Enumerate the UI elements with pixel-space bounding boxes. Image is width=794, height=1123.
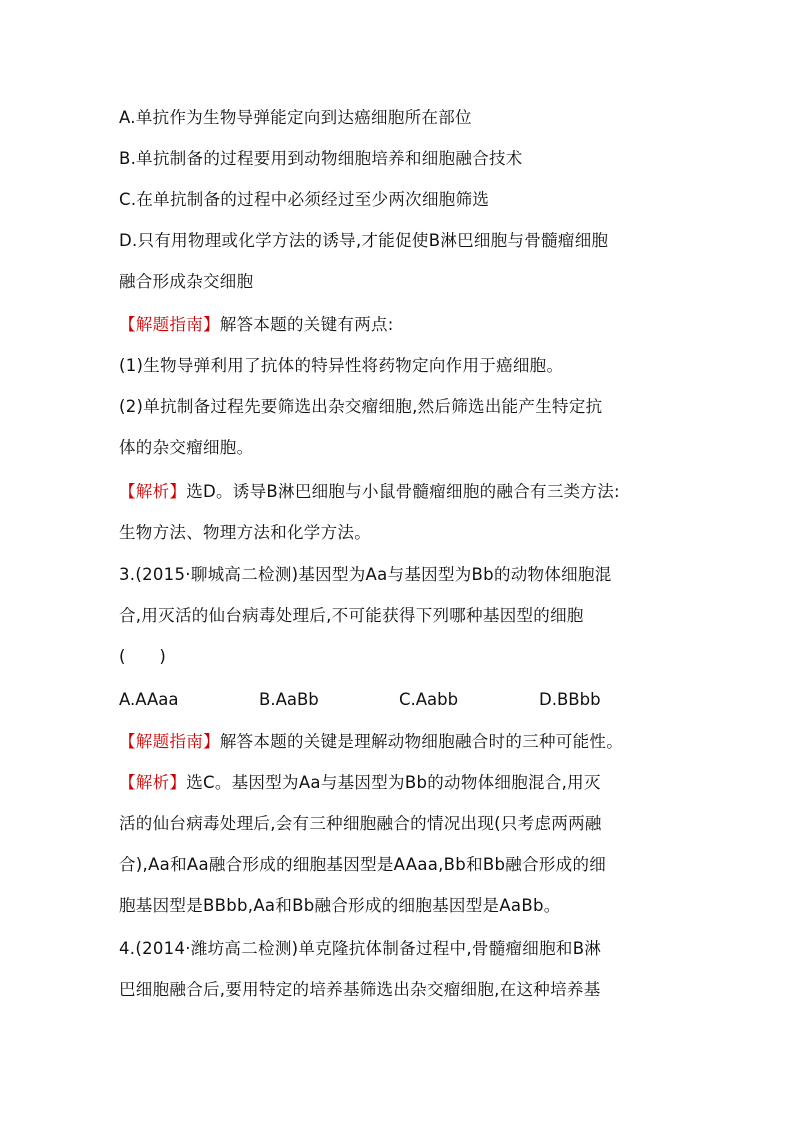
option-a: A.AAaa [119, 690, 179, 709]
analysis-text: 选D。诱导B淋巴细胞与小鼠骨髓瘤细胞的融合有三类方法: [186, 482, 620, 501]
analysis-tag: 【解析】 [119, 482, 187, 501]
analysis-continued: 生物方法、物理方法和化学方法。 [119, 523, 371, 542]
analysis-continued: 合),Aa和Aa融合形成的细胞基因型是AAaa,Bb和Bb融合形成的细 [119, 855, 607, 874]
option-d: D.BBbb [539, 690, 601, 709]
option-d: D.只有用物理或化学方法的诱导,才能促使B淋巴细胞与骨髓瘤细胞 [119, 231, 609, 250]
guide-paragraph [119, 730, 623, 754]
analysis-continued: 胞基因型是BBbb,Aa和Bb融合形成的细胞基因型是AaBb。 [119, 896, 561, 915]
analysis-tag: 【解析】 [119, 773, 187, 792]
option-b: B.AaBb [259, 690, 319, 709]
guide-point-2-continued: 体的杂交瘤细胞。 [119, 438, 254, 457]
analysis-paragraph [119, 771, 601, 795]
option-a: A.单抗作为生物导弹能定向到达癌细胞所在部位 [119, 108, 472, 127]
guide-intro: 解答本题的关键有两点: [219, 315, 394, 334]
guide-text: 解答本题的关键是理解动物细胞融合时的三种可能性。 [219, 732, 624, 751]
guide-point-2: (2)单抗制备过程先要筛选出杂交瘤细胞,然后筛选出能产生特定抗 [119, 397, 603, 416]
analysis-continued: 活的仙台病毒处理后,会有三种细胞融合的情况出现(只考虑两两融 [119, 814, 602, 833]
option-c: C.在单抗制备的过程中必须经过至少两次细胞筛选 [119, 190, 490, 209]
option-d-continued: 融合形成杂交细胞 [119, 272, 254, 291]
question-3-stem-continued: 合,用灭活的仙台病毒处理后,不可能获得下列哪种基因型的细胞 [119, 606, 584, 625]
guide-point-1: (1)生物导弹利用了抗体的特异性将药物定向作用于癌细胞。 [119, 356, 564, 375]
analysis-paragraph [119, 480, 620, 504]
guide-tag: 【解题指南】 [119, 732, 220, 751]
option-c: C.Aabb [399, 690, 459, 709]
question-4-stem-continued: 巴细胞融合后,要用特定的培养基筛选出杂交瘤细胞,在这种培养基 [119, 980, 601, 999]
question-4-stem: 4.(2014·潍坊高二检测)单克隆抗体制备过程中,骨髓瘤细胞和B淋 [119, 939, 602, 958]
guide-tag: 【解题指南】 [119, 315, 220, 334]
question-3-answer-blank: ( ) [119, 647, 167, 666]
guide-paragraph [119, 313, 394, 337]
analysis-text: 选C。基因型为Aa与基因型为Bb的动物体细胞混合,用灭 [186, 773, 601, 792]
option-b: B.单抗制备的过程要用到动物细胞培养和细胞融合技术 [119, 149, 523, 168]
question-3-stem: 3.(2015·聊城高二检测)基因型为Aa与基因型为Bb的动物体细胞混 [119, 565, 612, 584]
